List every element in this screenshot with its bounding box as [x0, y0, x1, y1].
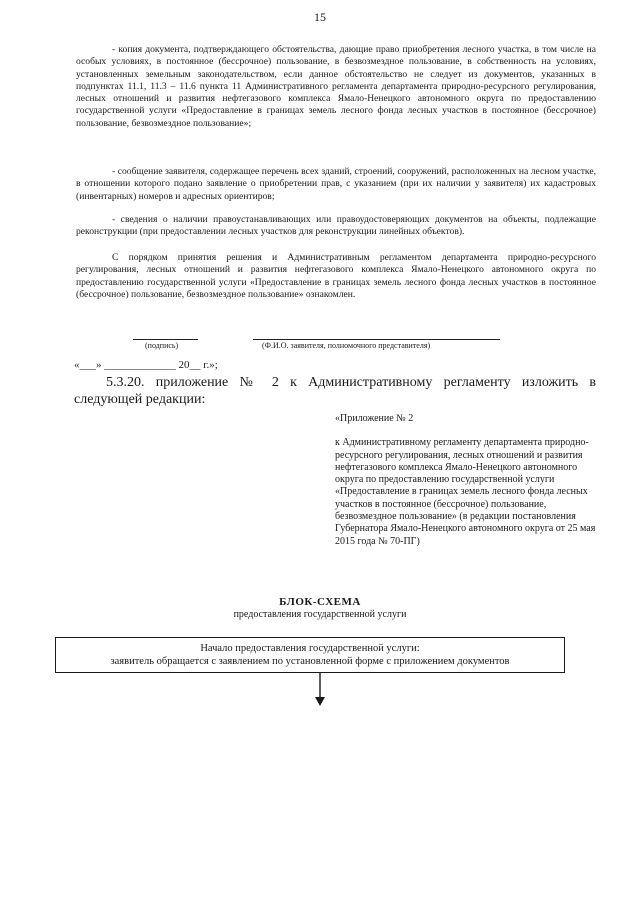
amendment-paragraph — [74, 374, 596, 408]
flowchart-box-line-2: заявитель обращается с заявлением по установленной форме с приложением документов — [110, 656, 510, 667]
amendment-text: 5.3.20. приложение № 2 к Административному регламенту изложить в следующей редакции: — [74, 375, 596, 407]
appendix-heading — [335, 413, 605, 548]
bullet-text: - сообщение заявителя, содержащее перечень всех зданий, строений, сооружений, расположенных на лесном участке, в отношении которого подано заявление о приобретении прав, с указанием (при их наличии у заявителя) их кадастровых (инвентарных) номеров и адресных ориентиров; — [76, 166, 596, 202]
appendix-title: «Приложение № 2 — [335, 413, 414, 424]
page-number: 15 — [314, 10, 326, 24]
bullet-copy-document — [76, 44, 596, 130]
appendix-body: к Административному регламенту департамента природно-ресурсного регулирования, лесных отношений и развития нефтегазового комплекса Ямало-Ненецкого автономного округа по предоставлению государственной услуги «Предоставление в границах земель лесного фонда лесных участков в постоянное (бессрочное) пользование, безвозмездное пользование» (в редакции постановления Губернатора Ямало-Ненецкого автономного округа от 25 мая 2015 года № 70-ПГ) — [335, 437, 596, 547]
bullet-text: - сведения о наличии правоустанавливающих или правоудостоверяющих документов на объекты, подлежащие реконструкции (при предоставлении лесных участков для реконструкции линейных объектов). — [76, 214, 596, 238]
bullet-title-documents — [76, 214, 596, 239]
flowchart-start-box — [55, 637, 565, 673]
flowchart-box-line-1: Начало предоставления государственной услуги: — [200, 643, 420, 654]
signature-label: (подпись) — [145, 341, 179, 350]
name-label: (Ф.И.О. заявителя, полномочного представителя) — [262, 341, 431, 350]
signature-line — [133, 339, 198, 340]
acknowledgement-paragraph — [76, 252, 596, 301]
bullet-buildings-list — [76, 166, 596, 203]
acknowledgement-text: С порядком принятия решения и Административным регламентом департамента природно-ресурсного регулирования, лесных отношений и развития нефтегазового комплекса Ямало-Ненецкого автономного округа по предоставлению государственной услуги «Предоставление в границах земель лесного фонда лесных участков в постоянное (бессрочное) пользование, безвозмездное пользование» ознакомлен. — [76, 252, 596, 300]
name-line — [253, 339, 500, 340]
bullet-text: - копия документа, подтверждающего обстоятельства, дающие право приобретения лесного участка, в том числе на особых условиях, в постоянное (бессрочное) пользование, в безвозмездное пользование, в собственность на условиях, установленных земельным законодательством, если данное обстоятельство не следует из документов, указанных в подпунктах 11.1, 11.3 – 11.6 пункта 11 Административного регламента департамента природно-ресурсного регулирования, лесных отношений и развития нефтегазового комплекса Ямало-Ненецкого автономного округа по предоставлению государственной услуги «Предоставление в границах земель лесного фонда лесных участков в постоянное (бессрочное) пользование, безвозмездное пользование»; — [76, 44, 596, 129]
flowchart-down-arrow-icon — [312, 673, 328, 707]
date-line: «___» _____________ 20__ г.»; — [74, 359, 218, 371]
block-scheme-title: БЛОК-СХЕМА — [279, 596, 361, 608]
block-scheme-subtitle: предоставления государственной услуги — [233, 609, 407, 620]
